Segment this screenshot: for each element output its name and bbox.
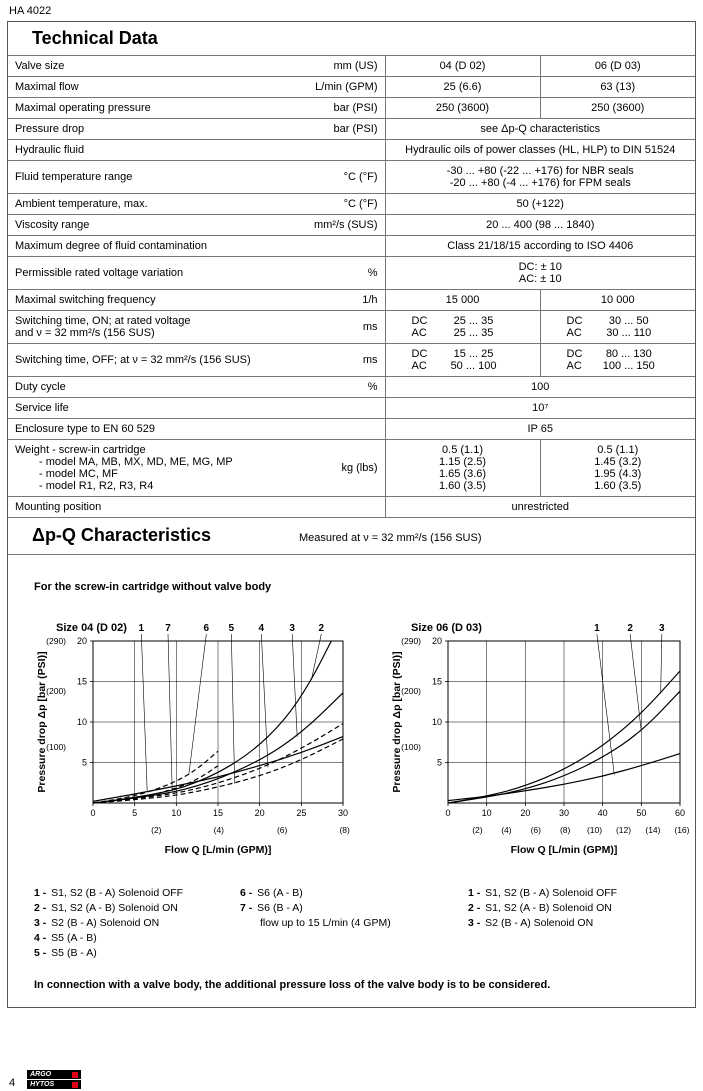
param-label: Valve size [8,56,297,77]
legend-item: 7 - S6 (B - A) [240,902,303,914]
value-cell: unrestricted [385,497,695,518]
unit-cell: °C (°F) [297,161,385,194]
unit-cell: ms [297,344,385,377]
value-cell: 10⁷ [385,398,695,419]
value-cell: DC 25 ... 35 AC 25 ... 35 [385,311,540,344]
svg-text:(200): (200) [46,686,66,697]
value-cell: -30 ... +80 (-22 ... +176) for NBR seals -20 ... +80 (-4 ... +176) for FPM seals [385,161,695,194]
table-row [8,311,695,344]
legend-item: 3 - S2 (B - A) Solenoid ON [468,917,594,929]
chart-title: Size 06 (D 03) [411,622,482,634]
legend-item: 2 - S1, S2 (A - B) Solenoid ON [34,902,178,914]
table-row [8,215,695,236]
value-cell: 0.5 (1.1) 1.15 (2.5) 1.65 (3.6) 1.60 (3.5) [385,440,540,497]
chart-size-04 [36,615,359,867]
svg-text:(2): (2) [472,825,483,835]
table-row [8,290,695,311]
svg-text:10: 10 [171,808,182,818]
unit-cell: kg (lbs) [297,440,385,497]
value-cell: DC 80 ... 130 AC 100 ... 150 [540,344,695,377]
table-row [8,398,695,419]
chart-size-06 [391,615,696,867]
svg-text:10: 10 [481,808,492,818]
svg-text:40: 40 [597,808,608,818]
x-axis-label: Flow Q [L/min (GPM)] [510,844,618,856]
param-label: Maximal flow [8,77,297,98]
svg-text:20: 20 [520,808,531,818]
technical-data-title: Technical Data [8,22,695,56]
table-row [8,140,695,161]
value-cell: DC: ± 10 AC: ± 10 [385,257,695,290]
dpq-title: Δp-Q Characteristics [32,525,211,545]
value-cell: 15 000 [385,290,540,311]
chart-size-06-container [391,615,696,870]
value-cell: 04 (D 02) [385,56,540,77]
legend-item: 4 - S5 (A - B) [34,932,97,944]
svg-text:0: 0 [445,808,451,818]
valve-body-note: In connection with a valve body, the additional pressure loss of the valve body is to be considered. [34,979,551,991]
svg-text:(6): (6) [530,825,541,835]
svg-text:(16): (16) [674,825,690,835]
svg-text:(290): (290) [46,636,66,646]
chart-title: Size 04 (D 02) [56,622,127,634]
curve-label-6: 6 [203,623,210,634]
legend-size-06 [468,886,617,961]
unit-cell: bar (PSI) [297,119,385,140]
value-cell: Class 21/18/15 according to ISO 4406 [385,236,695,257]
value-cell: 63 (13) [540,77,695,98]
value-cell: 20 ... 400 (98 ... 1840) [385,215,695,236]
value-cell: 250 (3600) [385,98,540,119]
curve-7 [93,766,218,803]
table-row [8,236,695,257]
table-row [8,77,695,98]
curve-label-2: 2 [318,623,325,634]
svg-text:20: 20 [254,808,265,818]
logo-red-mark [72,1072,78,1078]
unit-cell [297,497,385,518]
unit-cell: °C (°F) [297,194,385,215]
footer [9,1070,81,1089]
svg-text:0: 0 [90,808,96,818]
svg-text:50: 50 [636,808,647,818]
curve-label-7: 7 [165,623,171,634]
svg-text:(290): (290) [401,636,421,646]
param-label: Duty cycle [8,377,297,398]
svg-text:15: 15 [212,808,224,818]
svg-text:(4): (4) [213,825,225,835]
legend-size-04-col1 [34,886,240,961]
value-cell: see Δp-Q characteristics [385,119,695,140]
table-row [8,161,695,194]
argo-hytos-logo [27,1070,81,1089]
y-axis-label: Pressure drop Δp [bar (PSI)] [36,651,48,793]
param-label: Maximum degree of fluid contamination [8,236,297,257]
charts-row [8,593,695,870]
legend-item: 3 - S2 (B - A) Solenoid ON [34,917,160,929]
svg-text:(2): (2) [151,825,162,835]
svg-text:(4): (4) [501,825,512,835]
svg-text:10: 10 [76,717,87,727]
legend-item: 1 - S1, S2 (B - A) Solenoid OFF [34,887,184,899]
value-cell: DC 30 ... 50 AC 30 ... 110 [540,311,695,344]
svg-text:(8): (8) [339,825,350,835]
param-label: Switching time, ON; at rated voltage and ν = 32 mm²/s (156 SUS) [8,311,297,344]
svg-text:15: 15 [431,676,442,687]
unit-cell: ms [297,311,385,344]
unit-cell: L/min (GPM) [297,77,385,98]
table-row [8,440,695,497]
curve-label-3: 3 [659,623,665,634]
param-label: Service life [8,398,297,419]
table-row [8,419,695,440]
value-cell: 50 (+122) [385,194,695,215]
value-cell: Hydraulic oils of power classes (HL, HLP) to DIN 51524 [385,140,695,161]
param-label: Enclosure type to EN 60 529 [8,419,297,440]
svg-text:5: 5 [436,757,442,768]
legend-size-04-col2 [240,886,468,961]
curve-label-2: 2 [627,623,633,634]
svg-text:25: 25 [296,808,307,818]
table-row [8,98,695,119]
logo-red-mark [72,1082,78,1088]
value-cell: 10 000 [540,290,695,311]
unit-cell: mm²/s (SUS) [297,215,385,236]
table-row [8,119,695,140]
chart-size-04-container [36,615,359,870]
x-axis-label: Flow Q [L/min (GPM)] [164,844,272,856]
curve-label-5: 5 [228,623,235,634]
unit-cell: % [297,377,385,398]
table-row [8,56,695,77]
param-label: Fluid temperature range [8,161,297,194]
technical-data-table [8,56,695,518]
curve-label-1: 1 [138,623,145,634]
table-row [8,377,695,398]
svg-text:5: 5 [81,757,87,768]
svg-text:5: 5 [132,808,138,818]
value-cell: 0.5 (1.1) 1.45 (3.2) 1.95 (4.3) 1.60 (3.5) [540,440,695,497]
svg-text:60: 60 [674,808,686,818]
doc-ref: HA 4022 [9,5,52,17]
svg-text:30: 30 [337,808,349,818]
svg-text:(12): (12) [615,825,632,835]
y-axis-label: Pressure drop Δp [bar (PSI)] [391,651,403,793]
legend-item: 6 - S6 (A - B) [240,887,303,899]
value-cell: 25 (6.6) [385,77,540,98]
param-label: Switching time, OFF; at ν = 32 mm²/s (156 SUS) [8,344,297,377]
svg-text:30: 30 [558,808,570,818]
param-label: Hydraulic fluid [8,140,297,161]
svg-text:20: 20 [431,636,442,646]
param-label: Viscosity range [8,215,297,236]
svg-text:(8): (8) [559,825,571,835]
svg-text:(14): (14) [645,825,661,835]
svg-text:(6): (6) [276,825,288,835]
page-number: 4 [9,1077,16,1089]
param-label: Weight - screw-in cartridge - model MA, MB, MX, MD, ME, MG, MP - model MC, MF - model R1, R2, R3, R4 [8,440,297,497]
param-label: Maximal operating pressure [8,98,297,119]
table-row [8,257,695,290]
param-label: Mounting position [8,497,297,518]
svg-text:(100): (100) [46,742,66,753]
legend-item: 5 - S5 (B - A) [34,947,97,959]
svg-text:(200): (200) [401,686,421,697]
curve-label-4: 4 [258,623,265,634]
svg-text:20: 20 [76,636,87,646]
value-cell: IP 65 [385,419,695,440]
legends-row [8,870,695,961]
unit-cell: mm (US) [297,56,385,77]
param-label: Maximal switching frequency [8,290,297,311]
curve-label-3: 3 [289,623,295,634]
legend-item: 2 - S1, S2 (A - B) Solenoid ON [468,902,612,914]
logo-line-hytos: HYTOS [27,1080,81,1089]
logo-line-argo: ARGO [27,1070,81,1079]
param-label: Ambient temperature, max. [8,194,297,215]
param-label: Permissible rated voltage variation [8,257,297,290]
unit-cell [297,236,385,257]
unit-cell [297,140,385,161]
svg-text:(10): (10) [586,825,603,835]
unit-cell: bar (PSI) [297,98,385,119]
value-cell: DC 15 ... 25 AC 50 ... 100 [385,344,540,377]
value-cell: 100 [385,377,695,398]
svg-text:10: 10 [431,717,442,727]
unit-cell: 1/h [297,290,385,311]
dpq-subtitle: For the screw-in cartridge without valve body [34,581,272,593]
unit-cell: % [297,257,385,290]
dpq-measured-note: Measured at ν = 32 mm²/s (156 SUS) [299,532,482,544]
param-label: Pressure drop [8,119,297,140]
table-row [8,344,695,377]
unit-cell [297,398,385,419]
unit-cell [297,419,385,440]
dpq-header [8,518,695,555]
curve-label-1: 1 [594,623,600,634]
svg-text:15: 15 [76,676,87,687]
legend-item: 1 - S1, S2 (B - A) Solenoid OFF [468,887,618,899]
value-cell: 06 (D 03) [540,56,695,77]
value-cell: 250 (3600) [540,98,695,119]
legend-item: flow up to 15 L/min (4 GPM) [260,917,391,929]
table-row [8,194,695,215]
svg-text:(100): (100) [401,742,421,753]
table-row [8,497,695,518]
content-box [7,21,696,1008]
